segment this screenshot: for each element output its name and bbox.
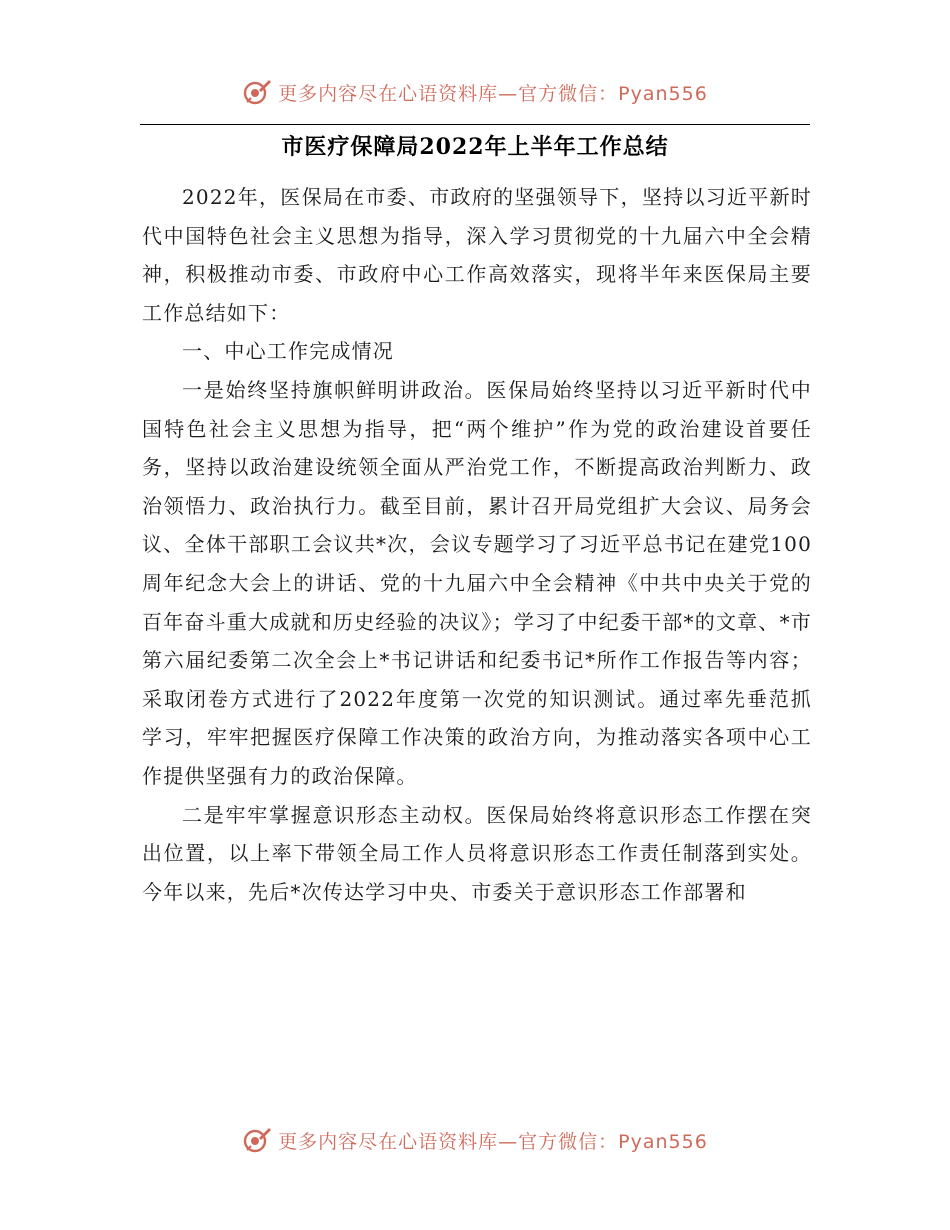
pen-seal-logo-icon [242,77,272,107]
paragraph-intro: 2022年，医保局在市委、市政府的坚强领导下，坚持以习近平新时代中国特色社会主义思想为指导，深入学习贯彻党的十九届六中全会精神，积极推动市委、市政府中心工作高效落实，现将半年来医保局主要工作总结如下： [142,185,812,325]
paragraph-politics: 一是始终坚持旗帜鲜明讲政治。医保局始终坚持以习近平新时代中国特色社会主义思想为指导，把“两个维护”作为党的政治建设首要任务，坚持以政治建设统领全面从严治党工作，不断提高政治判断力、政治领悟力、政治执行力。截至目前，累计召开局党组扩大会议、局务会议、全体干部职工会议共*次，会议专题学习了习近平总书记在建党100周年纪念大会上的讲话、党的十九届六中全会精神《中共中央关于党的百年奋斗重大成就和历史经验的决议》；学习了中纪委干部*的文章、*市第六届纪委第二次全会上*书记讲话和纪委书记*所作工作报告等内容；采取闭卷方式进行了2022年度第一次党的知识测试。通过率先垂范抓学习，牢牢把握医疗保障工作决策的政治方向，为推动落实各项中心工作提供坚强有力的政治保障。 [142,377,812,788]
watermark-text: 更多内容尽在心语资料库—官方微信：Pyan556 [278,82,708,105]
header-divider [140,124,810,125]
watermark-footer [0,1120,950,1160]
pen-seal-logo-icon [242,1125,272,1155]
watermark-header [0,72,950,112]
document-title: 市医疗保障局2022年上半年工作总结 [281,134,669,160]
paragraph-ideology: 二是牢牢掌握意识形态主动权。医保局始终将意识形态工作摆在突出位置，以上率下带领全局工作人员将意识形态工作责任制落到实处。今年以来，先后*次传达学习中央、市委关于意识形态工作部署和 [142,802,812,904]
document-body [142,178,812,911]
watermark-text: 更多内容尽在心语资料库—官方微信：Pyan556 [278,1130,708,1153]
section-heading: 一、中心工作完成情况 [182,339,394,364]
